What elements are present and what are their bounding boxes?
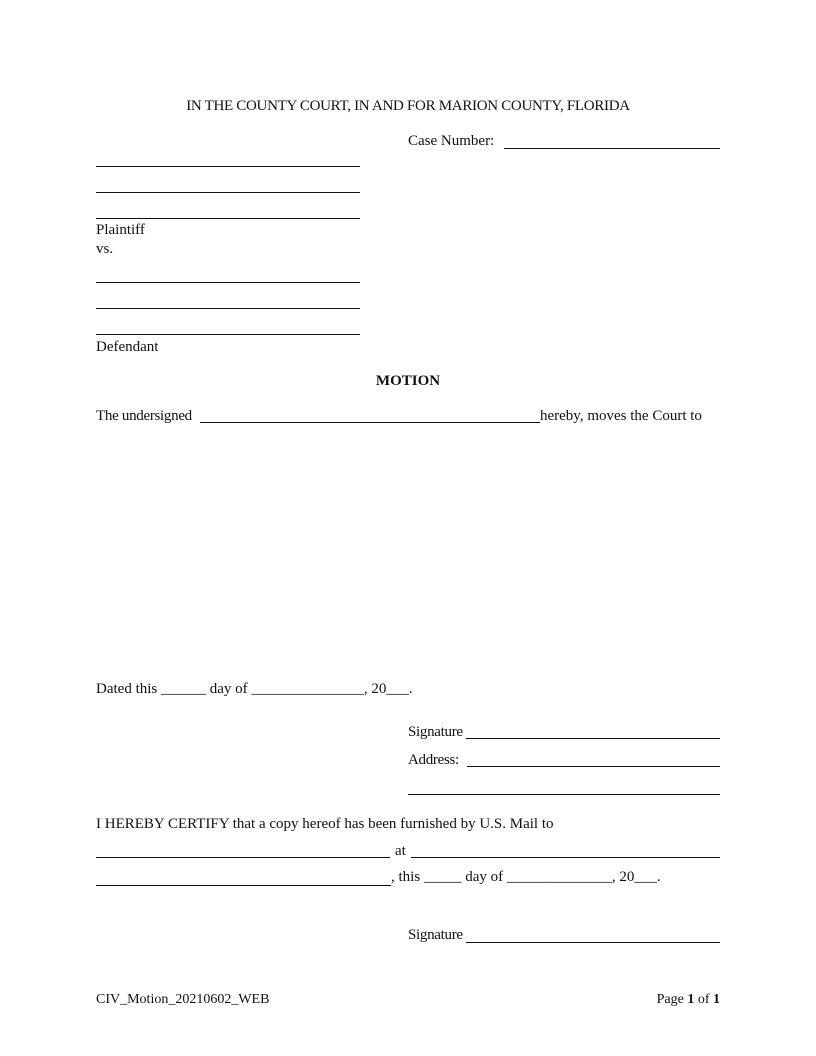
certificate-month-blank[interactable]: ______________ [506,869,612,885]
dated-prefix: Dated this [96,681,158,697]
defendant-line-3[interactable] [96,334,360,335]
address-field-1[interactable] [467,766,720,767]
certificate-statement: I HEREBY CERTIFY that a copy hereof has been furnished by U.S. Mail to [96,816,554,832]
dated-day-of: day of [209,681,248,697]
case-number-label: Case Number: [408,133,495,149]
motion-intro-suffix: hereby, moves the Court to [540,408,702,424]
certificate-signature-label: Signature [408,927,463,943]
defendant-line-1[interactable] [96,282,360,283]
signature-field[interactable] [466,738,720,739]
page-of: of [697,992,710,1007]
court-title: IN THE COUNTY COURT, IN AND FOR MARION COUNTY, FLORIDA [186,98,630,114]
motion-title: MOTION [375,373,441,389]
defendant-line-2[interactable] [96,308,360,309]
address-label: Address: [408,752,459,768]
movant-name-field[interactable] [200,422,540,423]
case-number-field[interactable] [504,148,720,149]
plaintiff-line-3[interactable] [96,218,360,219]
certificate-signature-field[interactable] [466,942,720,943]
signature-label: Signature [408,724,463,740]
defendant-label: Defendant [96,339,159,355]
page-indicator [657,993,720,1007]
form-id: CIV_Motion_20210602_WEB [96,992,270,1007]
certificate-this: , this [391,869,421,885]
page-word: Page [656,992,684,1007]
certificate-day-blank[interactable]: _____ [423,869,462,885]
certificate-year: , 20___. [611,869,661,885]
recipient-name-field-2[interactable] [96,885,391,886]
certificate-day-of: day of [465,869,504,885]
certificate-date-line [391,870,661,885]
recipient-name-field[interactable] [96,857,390,858]
page-total: 1 [713,992,720,1007]
dated-year: , 20___. [363,681,413,697]
address-field-2[interactable] [408,794,720,795]
plaintiff-line-1[interactable] [96,166,360,167]
plaintiff-line-2[interactable] [96,192,360,193]
certificate-at-label: at [395,843,406,859]
motion-intro-prefix: The undersigned [96,408,192,424]
dated-month-blank[interactable]: _______________ [251,681,364,697]
page-current: 1 [687,992,695,1007]
plaintiff-label: Plaintiff [96,222,145,238]
recipient-address-field[interactable] [411,857,720,858]
dated-day-blank[interactable]: ______ [161,681,206,697]
versus-label: vs. [96,241,114,257]
dated-line [96,682,413,697]
